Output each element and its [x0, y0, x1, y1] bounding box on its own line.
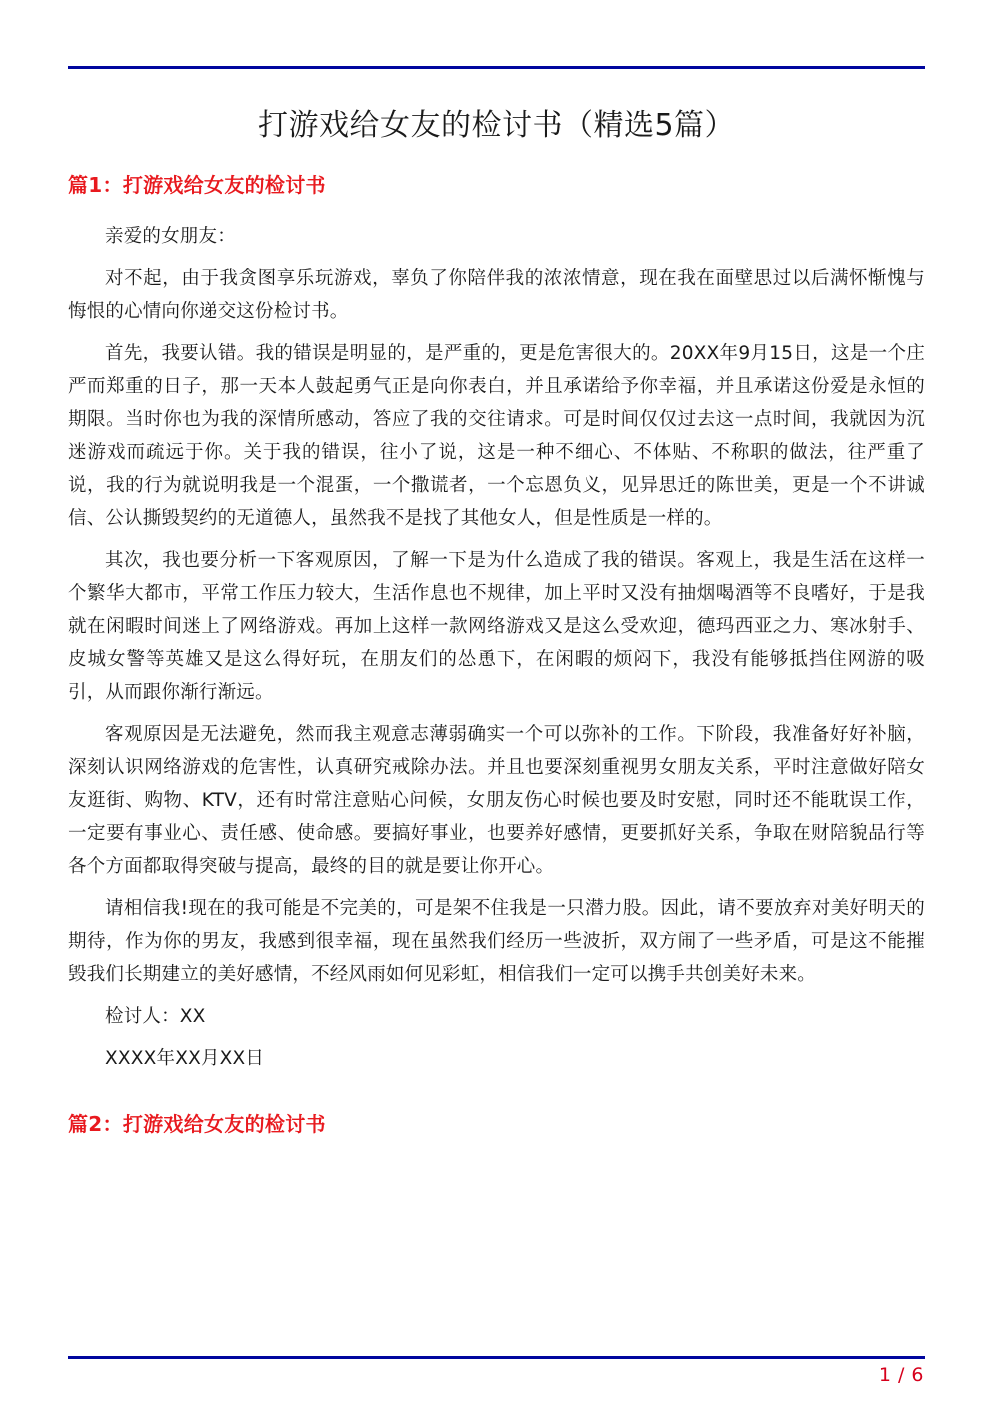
- document-content: [68, 104, 925, 1145]
- page-title: 打游戏给女友的检讨书（精选5篇）: [257, 108, 736, 143]
- section-heading-1: 篇1：打游戏给女友的检讨书: [68, 173, 326, 197]
- page-number-indicator: 1 / 6: [878, 1364, 924, 1386]
- footer-rule: [68, 1356, 925, 1359]
- paragraph-salutation: 亲爱的女朋友：: [105, 226, 236, 247]
- paragraph-remediation-plan: 客观原因是无法避免，然而我主观意志薄弱确实一个可以弥补的工作。下阶段，我准备好好补脑，深刻认识网络游戏的危害性，认真研究戒除办法。并且也要深刻重视男女朋友关系，平时注意做好陪女友逛街、购物、KTV，还有时常注意贴心问候，女朋友伤心时候也要及时安慰，同时还不能耽误工作，一定要有事业心、责任感、使命感。要搞好事业，也要养好感情，更要抓好关系，争取在财陪貌品行等各个方面都取得突破与提高，最终的目的就是要让你开心。: [68, 724, 925, 877]
- paragraph-apology: 对不起，由于我贪图享乐玩游戏，辜负了你陪伴我的浓浓情意，现在我在面壁思过以后满怀惭愧与悔恨的心情向你递交这份检讨书。: [68, 268, 925, 322]
- paragraph-admission: 首先，我要认错。我的错误是明显的，是严重的，更是危害很大的。20XX年9月15日，这是一个庄严而郑重的日子，那一天本人鼓起勇气正是向你表白，并且承诺给予你幸福，并且承诺这份爱是永恒的期限。当时你也为我的深情所感动，答应了我的交往请求。可是时间仅仅过去这一点时间，我就因为沉迷游戏而疏远于你。关于我的错误，往小了说，这是一种不细心、不体贴、不称职的做法，往严重了说，我的行为就说明我是一个混蛋，一个撒谎者，一个忘恩负义，见异思迁的陈世美，更是一个不讲诚信、公认撕毁契约的无道德人，虽然我不是找了其他女人，但是性质是一样的。: [68, 343, 925, 529]
- paragraph-signature-name: 检讨人：XX: [105, 1006, 206, 1027]
- paragraph-objective-causes: 其次，我也要分析一下客观原因，了解一下是为什么造成了我的错误。客观上，我是生活在这样一个繁华大都市，平常工作压力较大，生活作息也不规律，加上平时又没有抽烟喝酒等不良嗜好，于是我就在闲暇时间迷上了网络游戏。再加上这样一款网络游戏又是这么受欢迎，德玛西亚之力、寒冰射手、皮城女警等英雄又是这么得好玩，在朋友们的怂恿下，在闲暇的烦闷下，我没有能够抵挡住网游的吸引，从而跟你渐行渐远。: [68, 550, 925, 703]
- section-heading-2: 篇2：打游戏给女友的检讨书: [68, 1112, 326, 1136]
- paragraph-closing-appeal: 请相信我!现在的我可能是不完美的，可是架不住我是一只潜力股。因此，请不要放弃对美好明天的期待，作为你的男友，我感到很幸福，现在虽然我们经历一些波折，双方闹了一些矛盾，可是这不能摧毁我们长期建立的美好感情，不经风雨如何见彩虹，相信我们一定可以携手共创美好未来。: [68, 898, 925, 985]
- header-rule: [68, 66, 925, 69]
- section-spacer: [68, 1075, 925, 1101]
- paragraph-signature-date: XXXX年XX月XX日: [105, 1048, 265, 1069]
